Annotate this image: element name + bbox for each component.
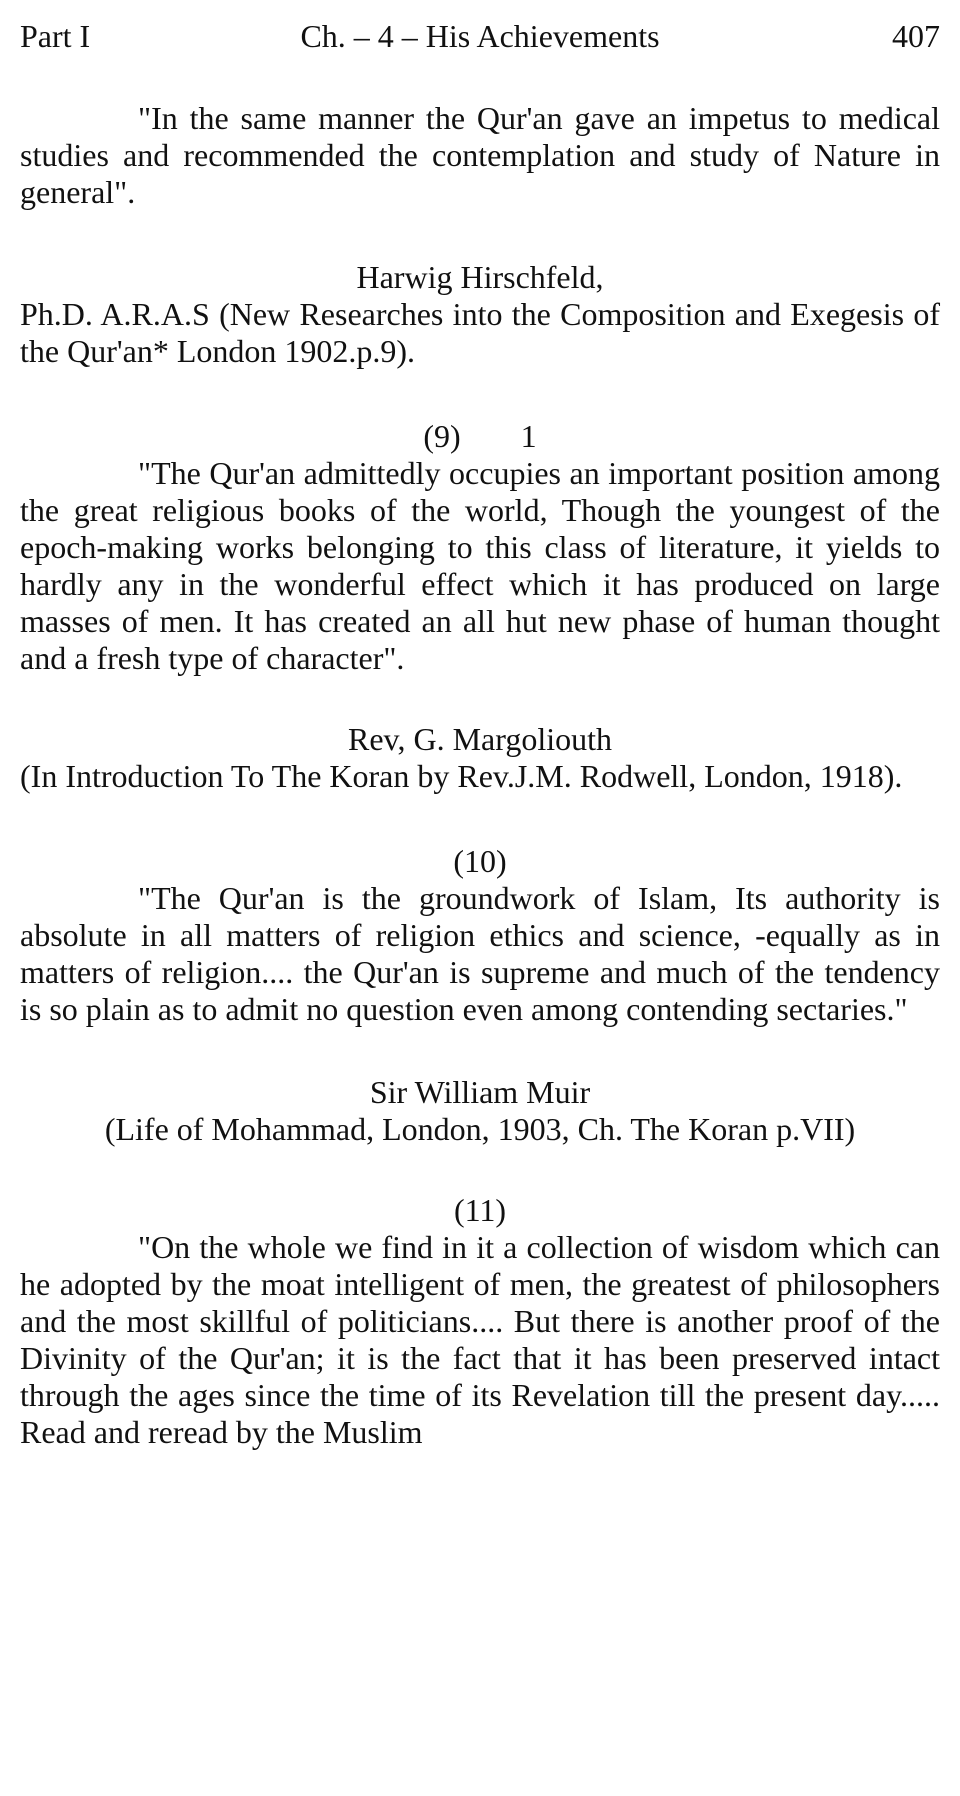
quote-9-text: "The Qur'an admittedly occupies an important position among the great religious books of the world, Though the youngest of the epoch-making works belonging to this class of literature, it yields to hardly any in the wonderful effect which it has produced on large masses of men. It has created an all hut new phase of human thought and a fresh type of character". — [20, 455, 940, 676]
quote-9-source: (In Introduction To The Koran by Rev.J.M. Rodwell, London, 1918). — [20, 758, 903, 794]
quote-8-author: Harwig Hirschfeld, — [356, 259, 604, 295]
quote-8-source: Ph.D. A.R.A.S (New Researches into the Composition and Exegesis of the Qur'an* London 1902.p.9). — [20, 296, 940, 369]
quote-11-number: (11) — [453, 1192, 507, 1228]
running-header — [20, 16, 940, 56]
quote-9-number: (9) — [423, 418, 461, 454]
quote-10-source: (Life of Mohammad, London, 1903, Ch. The Koran p.VII) — [104, 1111, 856, 1147]
quote-9-number-line — [20, 418, 940, 455]
quote-9-number-mark: 1 — [520, 418, 537, 454]
book-page — [20, 0, 940, 1796]
page-body — [20, 100, 940, 1451]
quote-10-number: (10) — [453, 843, 507, 879]
quote-9-author: Rev, G. Margoliouth — [348, 721, 612, 757]
header-part-label: Part I — [20, 18, 91, 54]
quote-10-text: "The Qur'an is the groundwork of Islam, Its authority is absolute in all matters of religion ethics and science, -equally as in matters of religion.... the Qur'an is supreme and much of the tendency is so plain as to admit no question even among contending sectaries." — [20, 880, 940, 1027]
header-chapter-title: Ch. – 4 – His Achievements — [300, 18, 660, 54]
quote-11-text: "On the whole we find in it a collection of wisdom which can he adopted by the moat intelligent of men, the greatest of philosophers and the most skillful of politicians.... But there is another proof of the Divinity of the Qur'an; it is the fact that it has been preserved intact through the ages since the time of its Revelation till the present day..... Read and reread by the Muslim — [20, 1229, 940, 1450]
quote-10-author: Sir William Muir — [369, 1074, 591, 1110]
header-page-number: 407 — [892, 18, 940, 54]
quote-8-text: "In the same manner the Qur'an gave an impetus to medical studies and recommended the contemplation and study of Nature in general". — [20, 100, 940, 210]
